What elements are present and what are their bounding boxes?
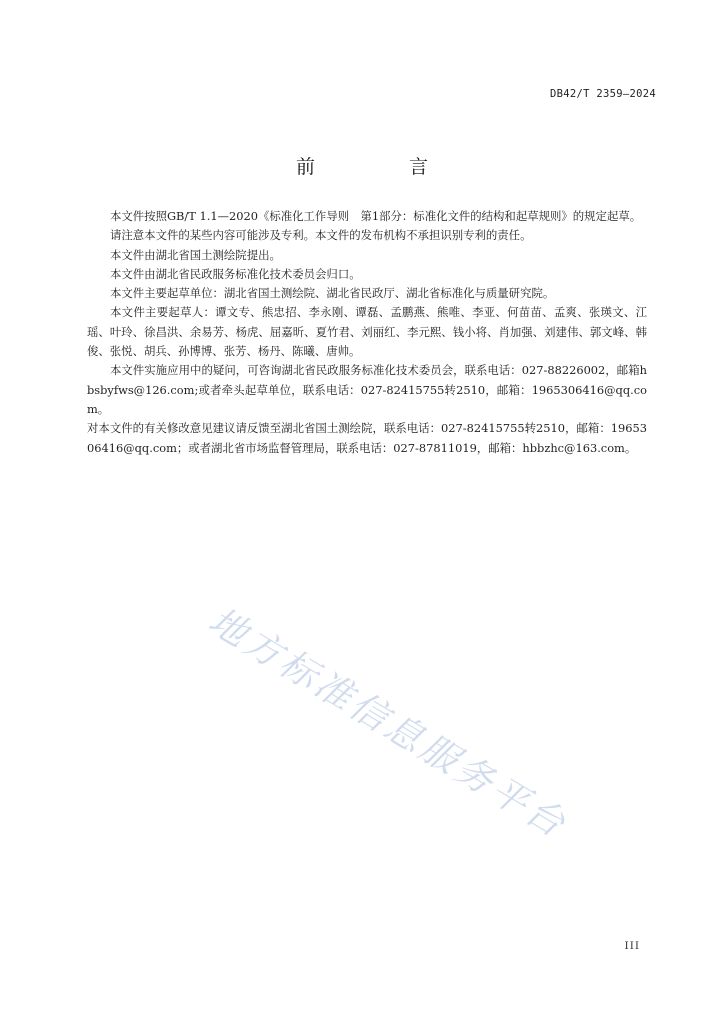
paragraph-proposer: 本文件由湖北省国土测绘院提出。 [110, 247, 281, 262]
foreword-body [87, 207, 647, 458]
paragraph-drafting-rules: 本文件按照GB/T 1.1—2020《标准化工作导则 第1部分：标准化文件的结构和起草规则》的规定起草。 [110, 209, 642, 223]
watermark: 地方标准信息服务平台 [201, 598, 575, 848]
paragraph-contact-inquiry: 本文件实施应用中的疑问，可咨询湖北省民政服务标准化技术委员会，联系电话：027-88226002，邮箱hbsbyfws@126.com;或者牵头起草单位，联系电话：027-82415755转2510，邮箱：1965306416@qq.com。 [87, 363, 647, 416]
paragraph-patent-notice: 请注意本文件的某些内容可能涉及专利。本文件的发布机构不承担识别专利的责任。 [110, 228, 532, 243]
paragraph-drafting-units: 本文件主要起草单位：湖北省国土测绘院、湖北省民政厅、湖北省标准化与质量研究院。 [110, 286, 555, 301]
paragraph-administrator: 本文件由湖北省民政服务标准化技术委员会归口。 [110, 266, 361, 281]
page-number: III [624, 940, 640, 952]
paragraph-feedback: 对本文件的有关修改意见建议请反馈至湖北省国土测绘院，联系电话：027-82415755转2510，邮箱：1965306416@qq.com；或者湖北省市场监督管理局，联系电话：027-87811019，邮箱：hbbzhc@163.com。 [87, 421, 647, 455]
paragraph-drafters: 本文件主要起草人：谭文专、熊忠招、李永刚、谭磊、孟鹏燕、熊唯、李亚、何苗苗、孟爽、张瑛文、江瑶、叶玲、徐昌洪、余易芳、杨虎、屈嘉昕、夏竹君、刘丽红、李元熙、钱小将、肖加强、刘建伟、郭文峰、韩俊、张悦、胡兵、孙博博、张芳、杨丹、陈曦、唐帅。 [87, 305, 647, 359]
page-title: 前 言 [295, 156, 473, 178]
document-code: DB42/T 2359—2024 [550, 88, 656, 100]
